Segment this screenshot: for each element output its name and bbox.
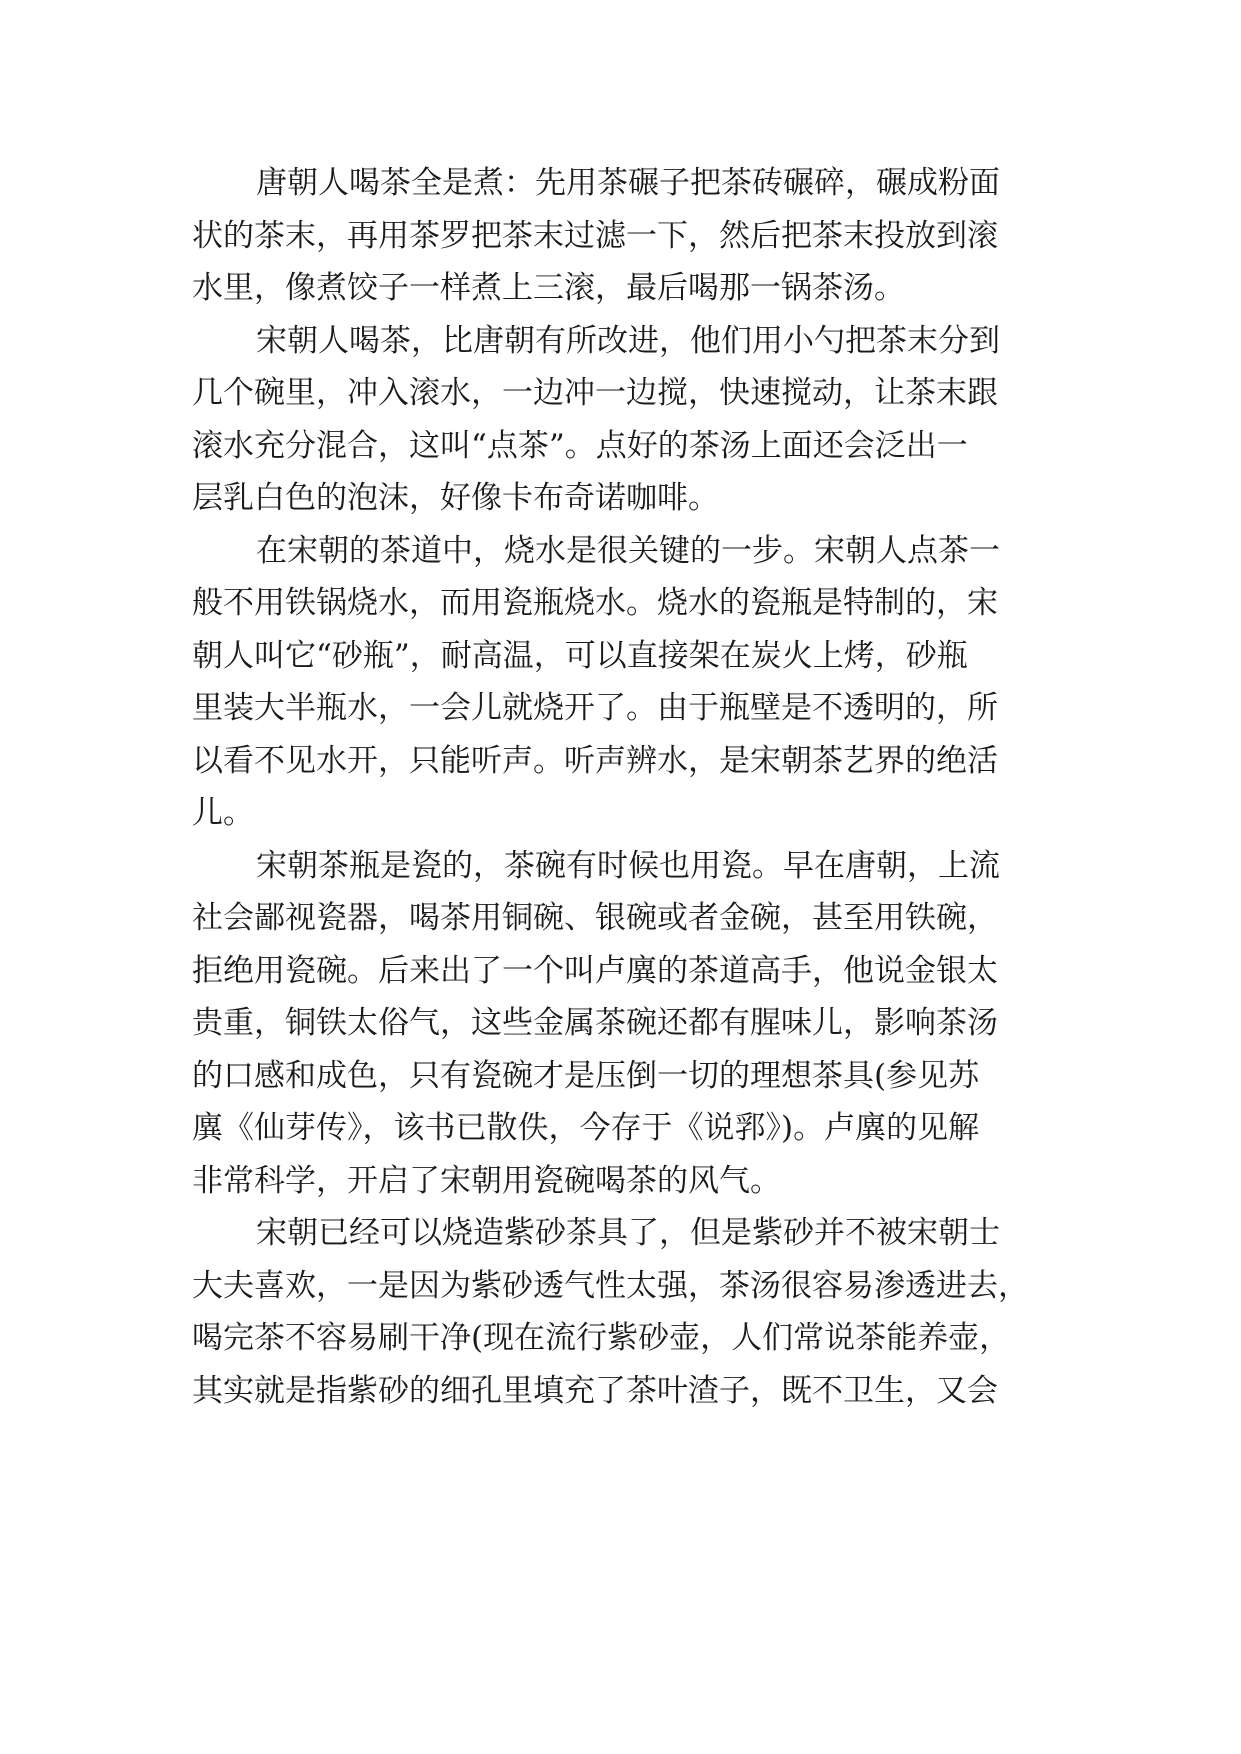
paragraph-2-line-2: 几个碗里，冲入滚水，一边冲一边搅，快速搅动，让茶末跟	[192, 375, 998, 411]
paragraph-1-line-3: 水里，像煮饺子一样煮上三滚，最后喝那一锅茶汤。	[192, 270, 905, 306]
paragraph-4-line-3: 拒绝用瓷碗。后来出了一个叫卢廙的茶道高手，他说金银太	[192, 952, 998, 989]
paragraph-4-line-2: 社会鄙视瓷器，喝茶用铜碗、银碗或者金碗，甚至用铁碗，	[192, 900, 998, 936]
paragraph-3-line-2: 般不用铁锅烧水，而用瓷瓶烧水。烧水的瓷瓶是特制的，宋	[192, 585, 998, 621]
paragraph-2-line-1: 宋朝人喝茶，比唐朝有所改进，他们用小勺把茶末分到	[256, 322, 1000, 359]
paragraph-5-line-4: 其实就是指紫砂的细孔里填充了茶叶渣子，既不卫生，又会	[192, 1372, 998, 1409]
paragraph-3-line-4: 里装大半瓶水，一会儿就烧开了。由于瓶壁是不透明的，所	[192, 690, 998, 726]
paragraph-5-line-3: 喝完茶不容易刷干净(现在流行紫砂壶，人们常说茶能养壶，	[192, 1320, 1011, 1356]
paragraph-5-line-1: 宋朝已经可以烧造紫砂茶具了，但是紫砂并不被宋朝士	[256, 1215, 1000, 1251]
paragraph-2-line-4: 层乳白色的泡沫，好像卡布奇诺咖啡。	[192, 480, 719, 516]
paragraph-4-line-4: 贵重，铜铁太俗气，这些金属茶碗还都有腥味儿，影响茶汤	[192, 1005, 998, 1041]
paragraph-4-line-6: 廙《仙芽传》，该书已散佚，今存于《说郛》)。卢廙的见解	[192, 1110, 980, 1146]
paragraph-2-line-3: 滚水充分混合，这叫“点茶”。点好的茶汤上面还会泛出一	[192, 427, 968, 464]
body-text	[192, 157, 1052, 1417]
paragraph-3-line-6: 儿。	[192, 795, 254, 831]
paragraph-4-line-5: 的口感和成色，只有瓷碗才是压倒一切的理想茶具(参见苏	[192, 1057, 980, 1094]
paragraph-4-line-7: 非常科学，开启了宋朝用瓷碗喝茶的风气。	[192, 1162, 781, 1199]
paragraph-3-line-5: 以看不见水开，只能听声。听声辨水，是宋朝茶艺界的绝活	[192, 742, 998, 779]
paragraph-5-line-2: 大夫喜欢，一是因为紫砂透气性太强，茶汤很容易渗透进去，	[192, 1267, 1029, 1304]
paragraph-1-line-2: 状的茶末，再用茶罗把茶末过滤一下，然后把茶末投放到滚	[192, 217, 998, 254]
paragraph-4-line-1: 宋朝茶瓶是瓷的，茶碗有时候也用瓷。早在唐朝，上流	[256, 847, 1000, 884]
paragraph-3-line-1: 在宋朝的茶道中，烧水是很关键的一步。宋朝人点茶一	[256, 532, 1000, 569]
paragraph-1-line-1: 唐朝人喝茶全是煮：先用茶碾子把茶砖碾碎，碾成粉面	[256, 165, 1000, 201]
paragraph-3-line-3: 朝人叫它“砂瓶”，耐高温，可以直接架在炭火上烤，砂瓶	[192, 637, 968, 674]
